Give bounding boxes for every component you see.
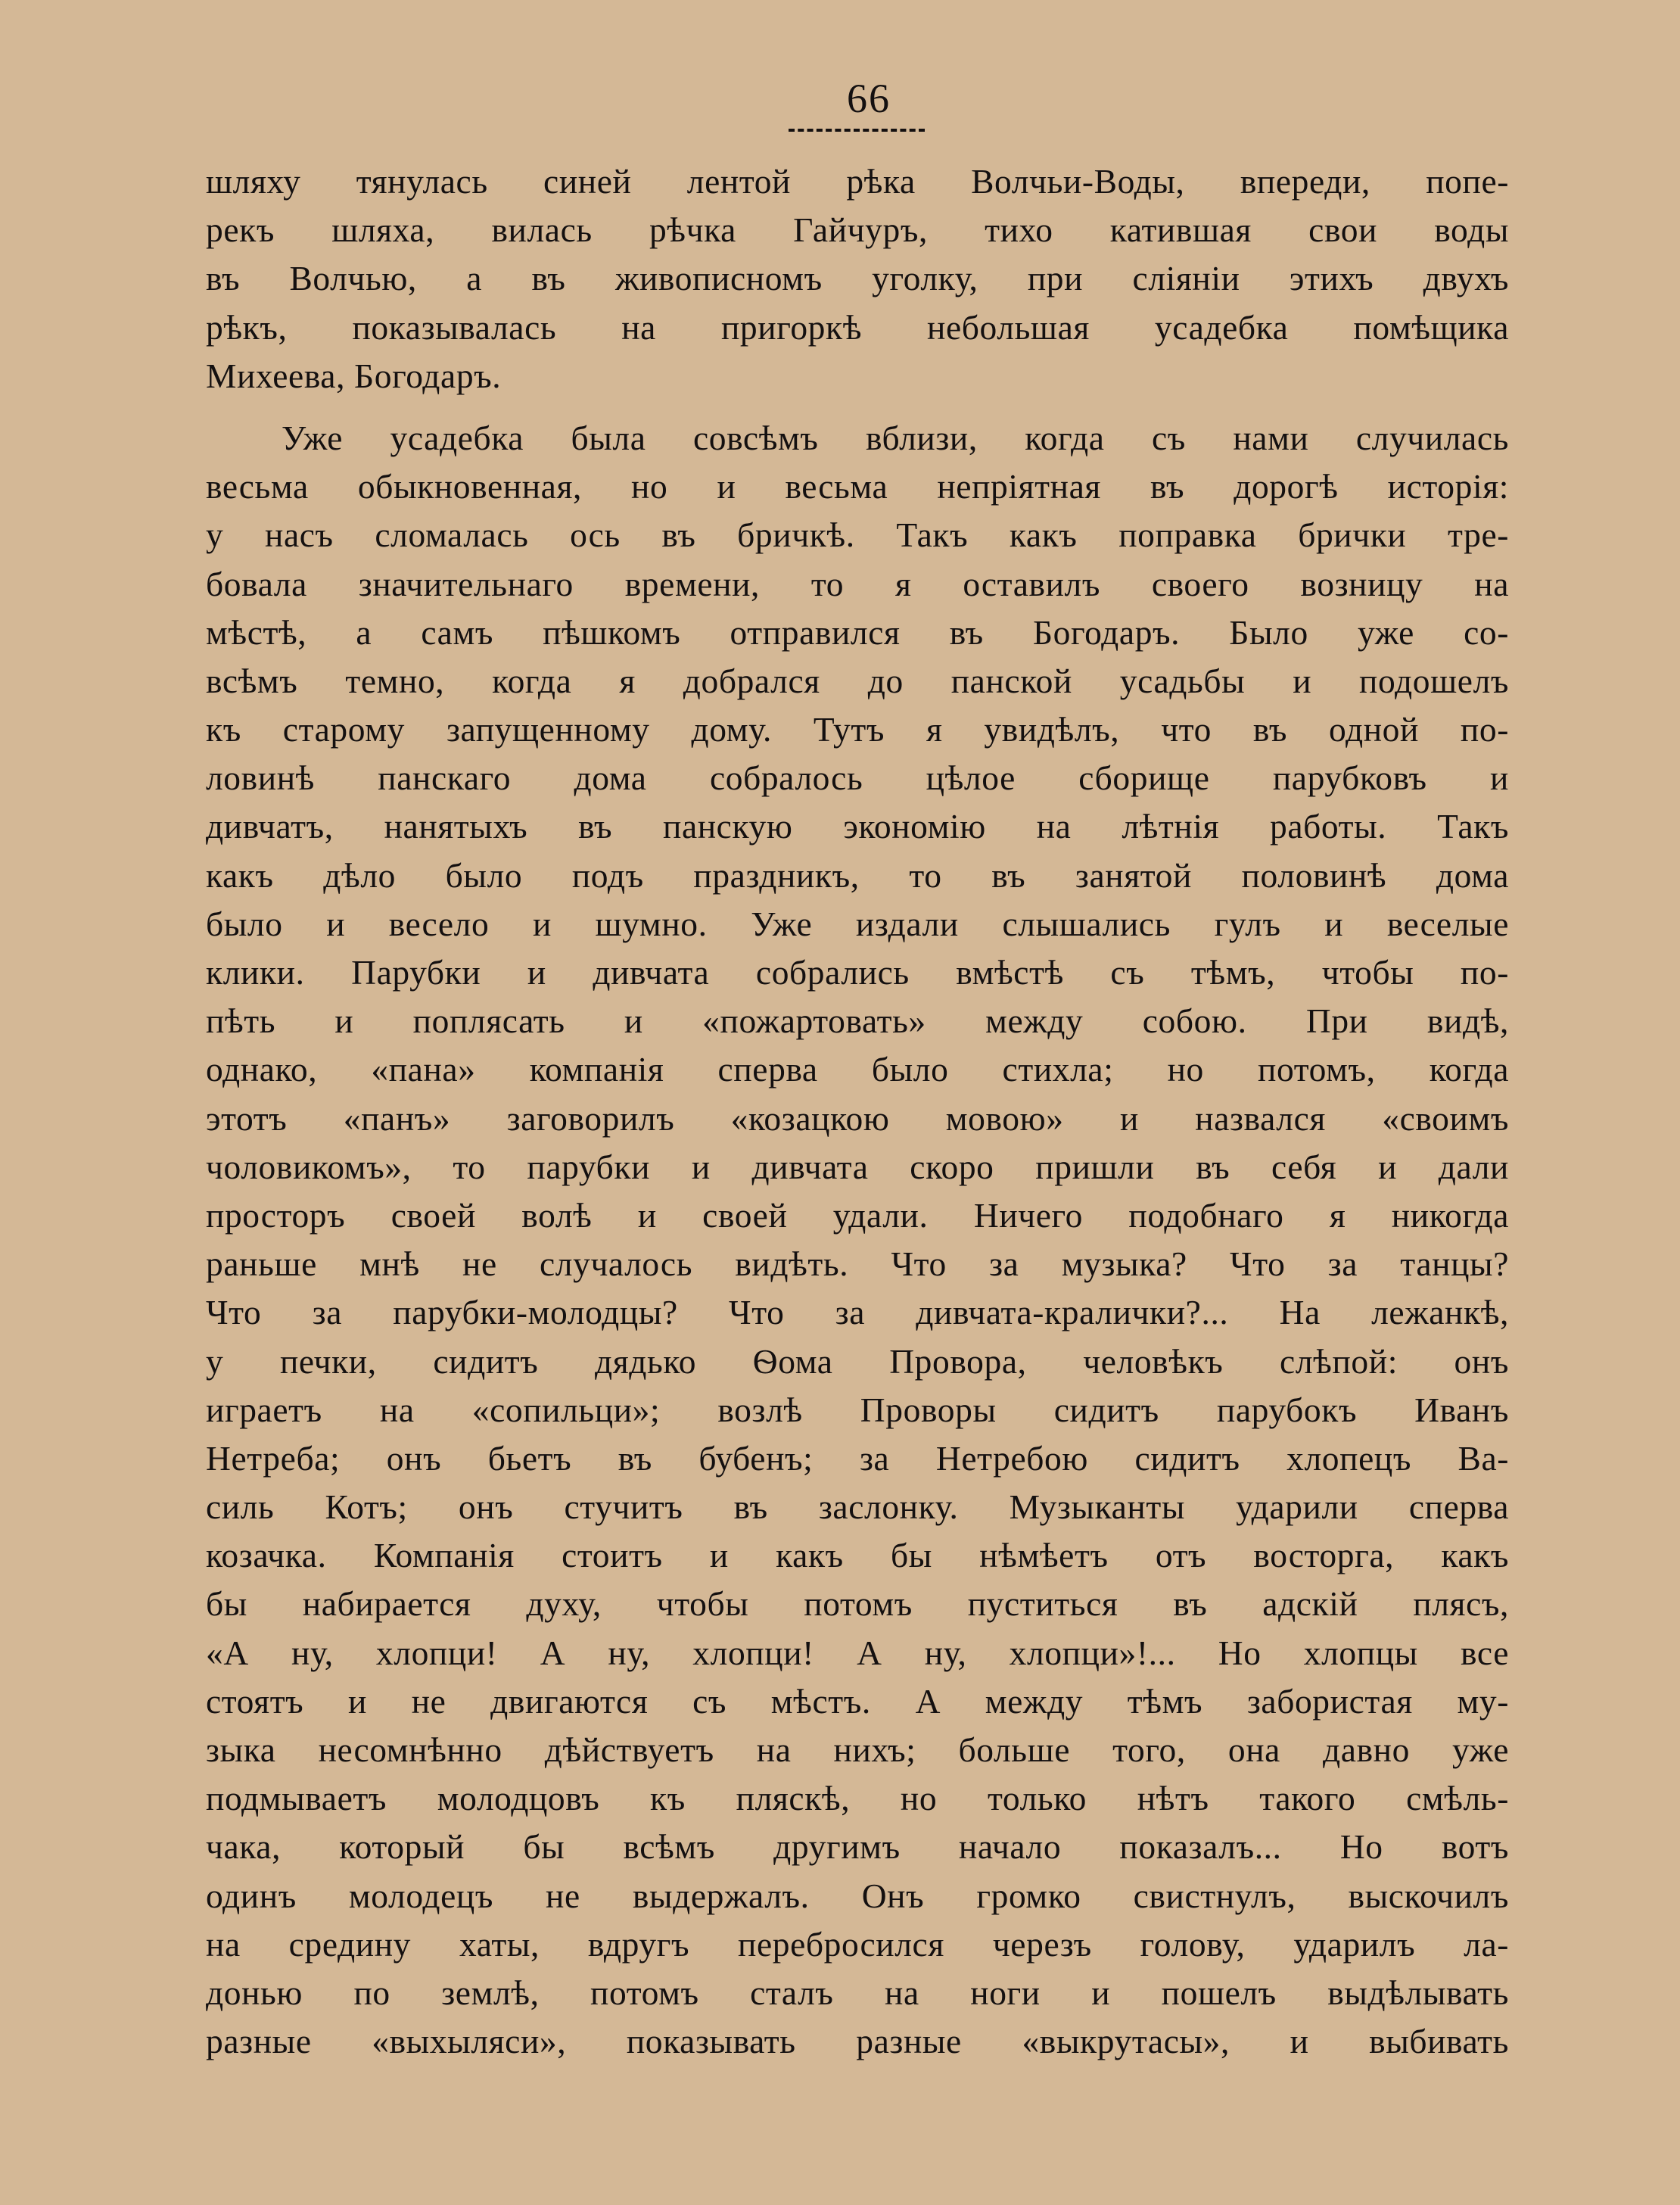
text-line: бы набирается духу, чтобы потомъ пуститься въ адскій плясъ, <box>206 1584 1509 1624</box>
text-line: ловинѣ панскаго дома собралось цѣлое сборище парубковъ и <box>206 758 1509 798</box>
text-line: къ старому запущенному дому. Тутъ я увидѣлъ, что въ одной по- <box>206 710 1509 749</box>
text-line: весьма обыкновенная, но и весьма непріятная въ дорогѣ исторія: <box>206 467 1509 506</box>
text-line: стоятъ и не двигаются съ мѣстъ. А между тѣмъ забористая му- <box>206 1681 1509 1721</box>
text-line: раньше мнѣ не случалось видѣть. Что за музыка? Что за танцы? <box>206 1244 1509 1284</box>
text-line: однако, «пана» компанія сперва было стихла; но потомъ, когда <box>206 1050 1509 1089</box>
text-line: клики. Парубки и дивчата собрались вмѣстѣ съ тѣмъ, чтобы по- <box>206 953 1509 992</box>
text-line: Что за парубки-молодцы? Что за дивчата-кралички?... На лежанкѣ, <box>206 1293 1509 1332</box>
text-line: было и весело и шумно. Уже издали слышались гулъ и веселые <box>206 904 1509 943</box>
text-line: разные «выхыляси», показывать разные «выкрутасы», и выбивать <box>206 2022 1509 2061</box>
text-line: рѣкъ, показывалась на пригоркѣ небольшая усадебка помѣщика <box>206 307 1509 347</box>
text-line: подмываетъ молодцовъ къ пляскѣ, но только нѣтъ такого смѣль- <box>206 1779 1509 1818</box>
text-line: рекъ шляха, вилась рѣчка Гайчуръ, тихо катившая свои воды <box>206 210 1509 250</box>
text-line: въ Волчью, а въ живописномъ уголку, при сліяніи этихъ двухъ <box>206 259 1509 298</box>
paragraph-gap <box>206 400 1509 414</box>
text-line: на средину хаты, вдругъ перебросился черезъ голову, ударилъ ла- <box>206 1924 1509 1964</box>
text-line: чака, который бы всѣмъ другимъ начало показалъ... Но вотъ <box>206 1827 1509 1867</box>
text-line: какъ дѣло было подъ праздникъ, то въ занятой половинѣ дома <box>206 855 1509 895</box>
text-line: зыка несомнѣнно дѣйствуетъ на нихъ; больше того, она давно уже <box>206 1730 1509 1769</box>
text-line: у печки, сидитъ дядько Ѳома Провора, человѣкъ слѣпой: онъ <box>206 1341 1509 1381</box>
text-line: просторъ своей волѣ и своей удали. Ничего подобнаго я никогда <box>206 1195 1509 1235</box>
text-line: бовала значительнаго времени, то я оставилъ своего возницу на <box>206 564 1509 603</box>
text-line: Уже усадебка была совсѣмъ вблизи, когда съ нами случилась <box>282 418 1509 457</box>
text-line: у насъ сломалась ось въ бричкѣ. Такъ какъ поправка брички тре- <box>206 515 1509 555</box>
text-line: пѣть и поплясать и «пожартовать» между собою. При видѣ, <box>206 1001 1509 1041</box>
text-line: «А ну, хлопци! А ну, хлопци! А ну, хлопци»!... Но хлопцы все <box>206 1633 1509 1672</box>
text-line: шляху тянулась синей лентой рѣка Волчьи-Воды, впереди, попе- <box>206 162 1509 201</box>
text-line: одинъ молодецъ не выдержалъ. Онъ громко свистнулъ, выскочилъ <box>206 1876 1509 1915</box>
text-line: дивчатъ, нанятыхъ въ панскую экономію на лѣтнія работы. Такъ <box>206 807 1509 846</box>
text-line: Нетреба; онъ бьетъ въ бубенъ; за Нетребою сидитъ хлопецъ Ва- <box>206 1438 1509 1478</box>
text-line: чоловикомъ», то парубки и дивчата скоро пришли въ себя и дали <box>206 1147 1509 1186</box>
text-line: силь Котъ; онъ стучитъ въ заслонку. Музыканты ударили сперва <box>206 1487 1509 1527</box>
text-line: Михеева, Богодаръ. <box>206 356 502 395</box>
header-rule <box>789 129 925 135</box>
text-line: козачка. Компанія стоитъ и какъ бы нѣмѣетъ отъ восторга, какъ <box>206 1536 1509 1575</box>
page-number: 66 <box>847 76 891 121</box>
book-page <box>206 76 1509 2066</box>
text-line: этотъ «панъ» заговорилъ «козацкою мовою» и назвался «своимъ <box>206 1098 1509 1138</box>
text-line: мѣстѣ, а самъ пѣшкомъ отправился въ Богодаръ. Было уже со- <box>206 612 1509 652</box>
body-text <box>206 157 1509 2066</box>
paragraph <box>206 157 1509 400</box>
text-line: донью по землѣ, потомъ сталъ на ноги и пошелъ выдѣлывать <box>206 1973 1509 2012</box>
text-line: играетъ на «сопильци»; возлѣ Проворы сидитъ парубокъ Иванъ <box>206 1390 1509 1429</box>
text-line: всѣмъ темно, когда я добрался до панской усадьбы и подошелъ <box>206 661 1509 700</box>
paragraph <box>206 414 1509 2066</box>
